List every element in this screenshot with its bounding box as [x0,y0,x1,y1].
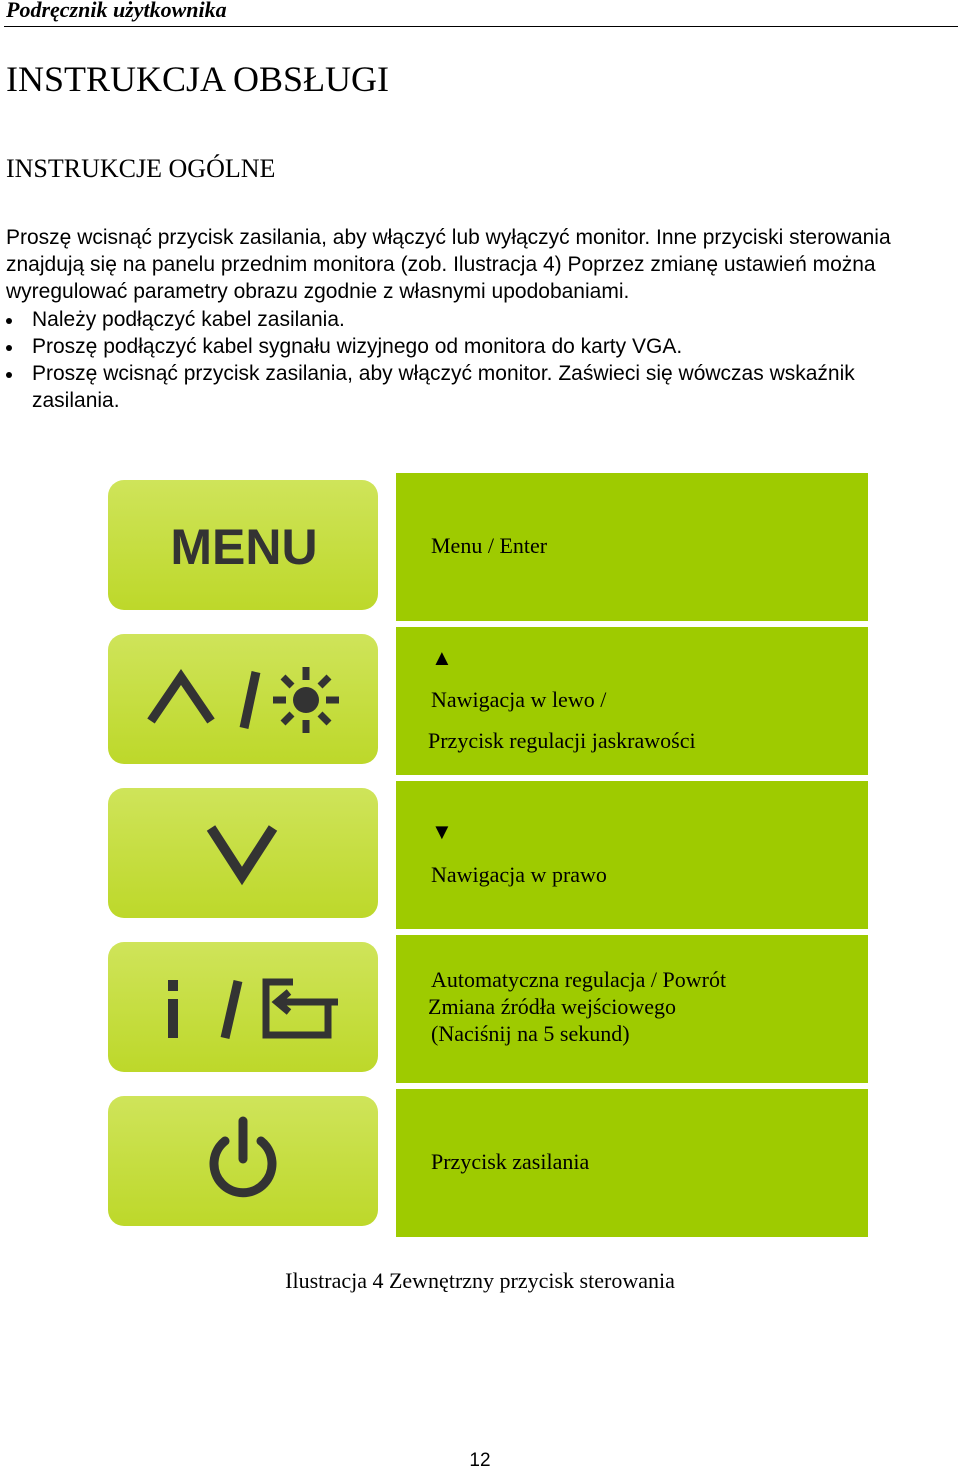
down-description-panel [396,781,868,929]
menu-description: Menu / Enter [431,533,548,558]
up-brightness-description-panel [396,627,868,775]
menu-key-label: MENU [170,519,318,575]
header-rule [4,26,958,27]
menu-description-panel [396,473,868,621]
list-item: Należy podłączyć kabel zasilania. [0,306,940,333]
instruction-list [0,306,940,414]
info-description-line-2: Zmiana źródła wejściowego [428,994,677,1019]
list-item: Proszę wcisnąć przycisk zasilania, aby włączyć monitor. Zaświeci się wówczas wskaźnik zasilania. [0,360,940,414]
bullet-icon [6,372,12,378]
section-heading: INSTRUKCJE OGÓLNE [6,154,276,183]
power-icon [108,1096,378,1226]
down-arrow-icon: ▼ [431,819,453,844]
page-title: INSTRUKCJA OBSŁUGI [6,59,390,99]
figure-caption: Ilustracja 4 Zewnętrzny przycisk sterowania [285,1268,675,1293]
up-description-line-2: Przycisk regulacji jaskrawości [428,728,696,753]
up-brightness-icon [108,634,378,764]
power-description: Przycisk zasilania [431,1149,590,1174]
bullet-icon [6,345,12,351]
running-header: Podręcznik użytkownika [6,0,227,22]
down-description: Nawigacja w prawo [431,862,607,887]
down-chevron-icon [108,788,378,918]
info-description-line-3: (Naciśnij na 5 sekund) [431,1021,630,1046]
up-description-line-1: Nawigacja w lewo / [431,687,607,712]
menu-key [108,480,378,610]
down-key [108,788,378,918]
info-input-source-icon [108,942,378,1072]
list-item: Proszę podłączyć kabel sygnału wizyjnego od monitora do karty VGA. [0,333,940,360]
intro-paragraph: Proszę wcisnąć przycisk zasilania, aby włączyć lub wyłączyć monitor. Inne przyciski sterowania znajdują się na panelu przednim monitora (zob. Ilustracja 4) Poprzez zmianę ustawień można wyregulować parametry obrazu zgodnie z własnymi upodobaniami. [6,226,891,303]
info-input-description-panel [396,935,868,1083]
page-number: 12 [469,1450,491,1471]
bullet-icon [6,318,12,324]
info-description-line-1: Automatyczna regulacja / Powrót [431,967,727,992]
up-arrow-icon: ▲ [431,645,453,670]
power-description-panel [396,1089,868,1237]
up-brightness-key [108,634,378,764]
power-key [108,1096,378,1226]
info-input-key [108,942,378,1072]
